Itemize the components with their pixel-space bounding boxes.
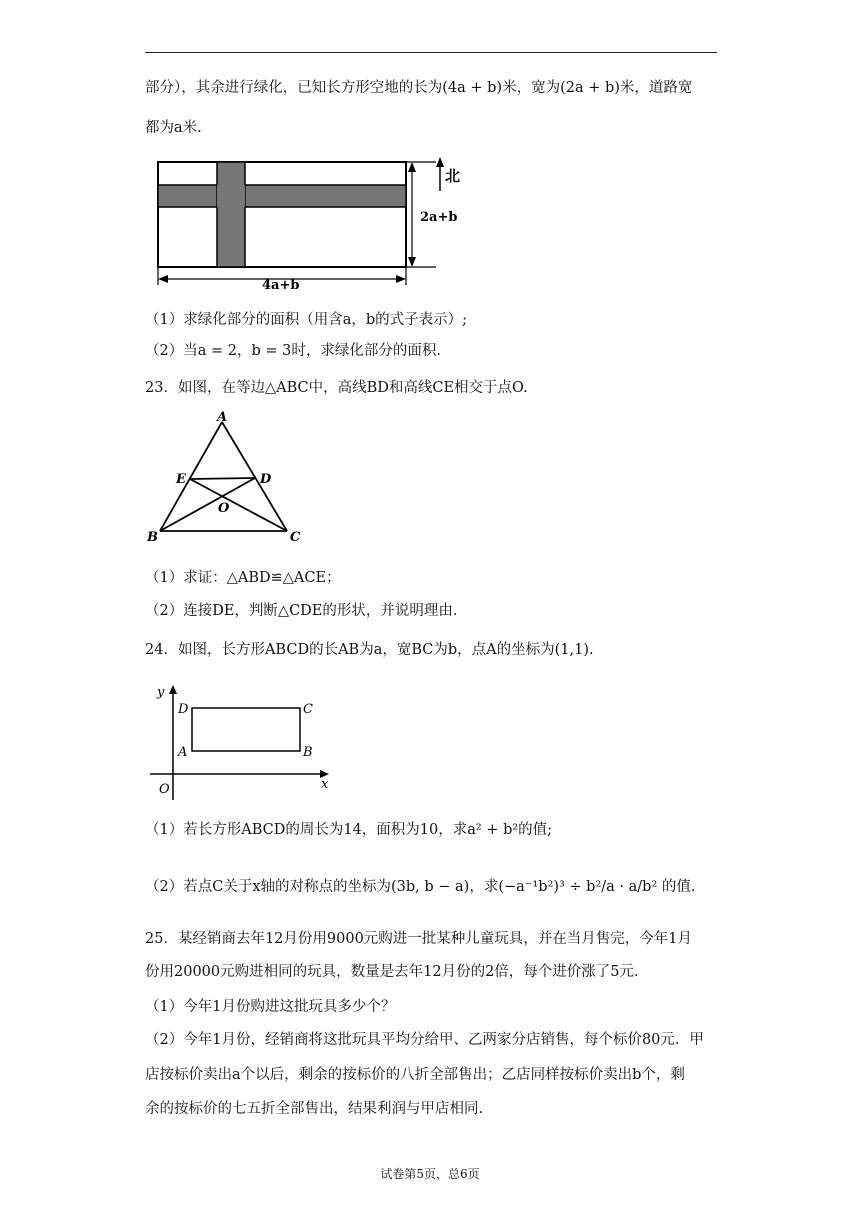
rect-vertex-C: C [303, 702, 313, 717]
q23-part2: （2）连接DE，判断△CDE的形状，并说明理由. [145, 603, 458, 619]
vertex-E: E [176, 472, 186, 487]
triangle-figure [145, 408, 315, 548]
q24-part2: （2）若点C关于x轴的对称点的坐标为(3b, b − a)，求(−a⁻¹b²)³ ÷ b²/a · a/b² 的值. [145, 879, 696, 895]
intro-line-1: 部分），其余进行绿化，已知长方形空地的长为(4a + b)米，宽为(2a + b)米，道路宽 [145, 80, 693, 96]
q25-part1: （1）今年1月份购进这批玩具多少个？ [145, 999, 396, 1015]
q24-part1: （1）若长方形ABCD的周长为14，面积为10，求a² + b²的值; [145, 822, 553, 838]
vertex-B: B [147, 530, 158, 545]
q25-line-2: 份用20000元购进相同的玩具，数量是去年12月份的2倍，每个进价涨了5元. [145, 964, 639, 980]
rect-vertex-D: D [178, 702, 189, 717]
vertex-D: D [260, 472, 272, 487]
point-O: O [218, 501, 230, 516]
q23-stem: 23．如图，在等边△ABC中，高线BD和高线CE相交于点O. [145, 380, 528, 396]
rect-vertex-A: A [178, 745, 188, 760]
vertex-C: C [290, 530, 301, 545]
axis-x-label: x [321, 777, 329, 792]
axis-y-label: y [157, 685, 165, 700]
q25-part2-line-2: 店按标价卖出a个以后，剩余的按标价的八折全部售出；乙店同样按标价卖出b个，剩 [145, 1067, 685, 1083]
north-label: 北 [445, 167, 461, 185]
q24-stem: 24．如图，长方形ABCD的长AB为a，宽BC为b，点A的坐标为(1,1). [145, 642, 594, 658]
q25-line-1: 25．某经销商去年12月份用9000元购进一批某种儿童玩具，并在当月售完，今年1月 [145, 931, 693, 947]
intro-line-2: 都为a米. [145, 120, 202, 136]
coordinate-figure [145, 680, 345, 805]
q23-part1: （1）求证：△ABD≌△ACE； [145, 570, 341, 586]
q25-part2-line-1: （2）今年1月份，经销商将这批玩具平均分给甲、乙两家分店销售，每个标价80元．甲 [145, 1032, 704, 1048]
vertex-A: A [217, 410, 228, 425]
rectangle-road-figure [150, 155, 470, 295]
rect-vertex-B: B [303, 745, 313, 760]
length-label: 4a+b [262, 278, 300, 293]
header-rule [145, 52, 717, 53]
q25-part2-line-3: 余的按标价的七五折全部售出，结果利润与甲店相同. [145, 1101, 484, 1117]
origin-label: O [159, 782, 170, 797]
q22-part2: （2）当a = 2，b = 3时，求绿化部分的面积. [145, 343, 441, 359]
width-label: 2a+b [420, 210, 458, 225]
q22-part1: （1）求绿化部分的面积（用含a，b的式子表示）; [145, 312, 468, 328]
page-footer: 试卷第5页，总6页 [380, 1167, 480, 1181]
